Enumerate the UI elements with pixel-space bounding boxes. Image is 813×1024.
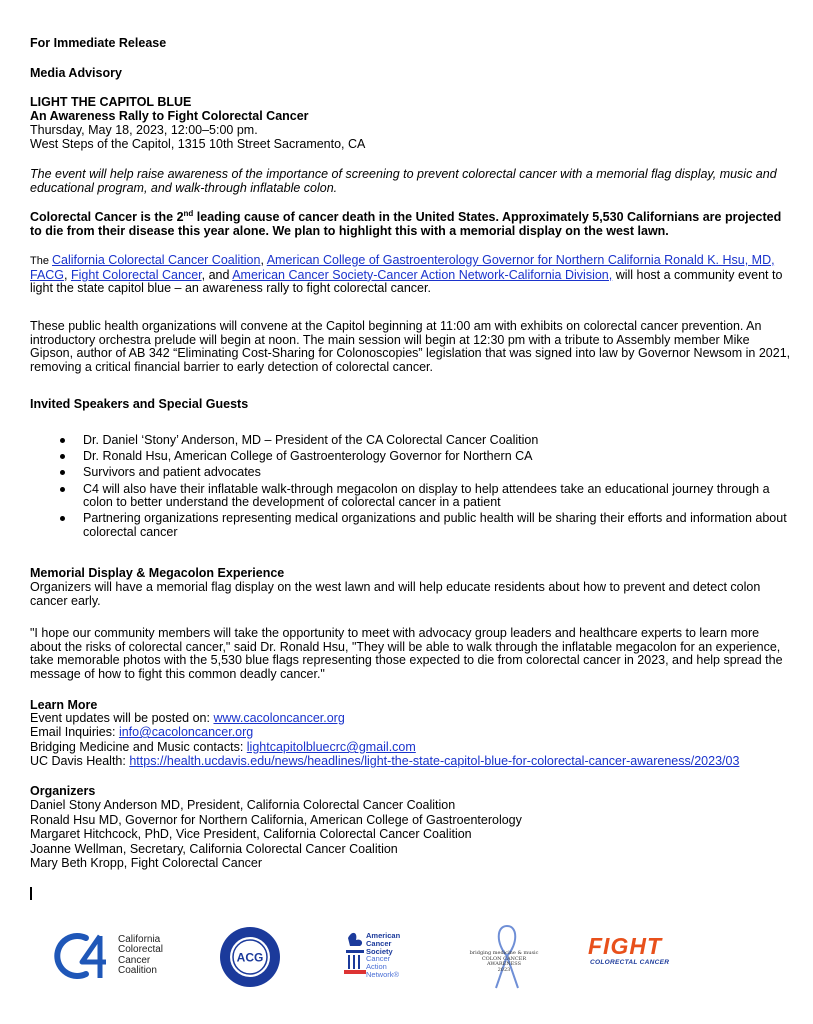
- list-item: Dr. Ronald Hsu, American College of Gastroenterology Governor for Northern CA: [30, 450, 792, 464]
- c4-logo-icon: [52, 930, 118, 982]
- acs-reg: ®: [393, 969, 400, 979]
- link-c4[interactable]: California Colorectal Cancer Coalition: [52, 253, 261, 267]
- events-line: [30, 712, 792, 726]
- acs-line: Cancer: [366, 938, 392, 948]
- c4-logo-text: [118, 935, 163, 977]
- memorial-heading: Memorial Display & Megacolon Experience: [30, 566, 285, 580]
- acs-can-logo-icon: [344, 928, 366, 978]
- link-bridging-email[interactable]: lightcapitolbluecrc@gmail.com: [246, 740, 416, 754]
- organizer-item: Joanne Wellman, Secretary, California Colorectal Cancer Coalition: [30, 842, 398, 856]
- link-email[interactable]: info@cacoloncancer.org: [118, 725, 254, 739]
- quote-paragraph: "I hope our community members will take the opportunity to meet with advocacy group leaders and healthcare experts to learn more about the risks of colorectal cancer," said Dr. Ronald Hsu, "They will be able to walk through the inflatable megacolon for an experience, take memorable photos with the 5,530 blue flags representing those expected to die from colorectal cancer in 2023, and help spread the message of how to fight this common deadly cancer.": [30, 626, 783, 681]
- host-paragraph: [30, 254, 792, 296]
- event-title: LIGHT THE CAPITOL BLUE: [30, 95, 192, 109]
- c4-line: Coalition: [118, 965, 157, 977]
- acs-line: Society: [366, 946, 393, 956]
- organizer-item: Daniel Stony Anderson MD, President, California Colorectal Cancer Coalition: [30, 798, 456, 812]
- acs-sub-line: Cancer: [366, 954, 391, 964]
- link-acs-can[interactable]: American Cancer Society-Cancer Action Network-California Division,: [232, 267, 613, 282]
- advisory-line: Media Advisory: [30, 66, 122, 80]
- acs-sub-line: [366, 971, 400, 979]
- stat-sup: nd: [183, 208, 194, 218]
- bm-line: bridging medicine & music: [469, 950, 539, 956]
- memorial-text: Organizers will have a memorial flag display on the west lawn and will help educate residents about how to prevent and detect colon cancer early.: [30, 580, 761, 608]
- organizer-item: Ronald Hsu MD, Governor for Northern California, American College of Gastroenterology: [30, 813, 522, 827]
- host-sep1: ,: [260, 253, 267, 267]
- event-subtitle: An Awareness Rally to Fight Colorectal Cancer: [30, 109, 309, 123]
- c4-line: Colorectal: [118, 944, 164, 956]
- list-item: C4 will also have their inflatable walk-through megacolon on display to help attendees take an educational journey through a colon to better understand the development of colorectal cancer in a patient: [30, 483, 792, 510]
- ucd-line: [30, 755, 792, 769]
- acs-network: Network: [366, 969, 394, 979]
- svg-text:ACG: ACG: [236, 950, 264, 965]
- list-item: Survivors and patient advocates: [30, 466, 792, 480]
- text-cursor: [30, 887, 32, 900]
- acs-can-text: [366, 932, 400, 979]
- ucd-label: UC Davis Health:: [30, 754, 130, 768]
- organizer-item: Mary Beth Kropp, Fight Colorectal Cancer: [30, 856, 263, 870]
- fight-crc-subtitle: COLORECTAL CANCER: [590, 959, 670, 966]
- host-sep3: , and: [201, 267, 233, 282]
- release-line: For Immediate Release: [30, 36, 167, 50]
- acs-line: American: [366, 931, 401, 940]
- link-website[interactable]: www.cacoloncancer.org: [213, 711, 345, 725]
- bm-line: 2023: [497, 966, 511, 973]
- stat-part2: leading cause of cancer death in the United States. Approximately 5,530 Californians are projected to die from their disease this year alone. We plan to highlight this with a memorial display on the west lawn.: [30, 210, 782, 238]
- events-label: Event updates will be posted on:: [30, 711, 214, 725]
- intro-paragraph: The event will help raise awareness of the importance of screening to prevent colorectal cancer with a memorial flag display, music and educational program, and walk-through inflatable colon.: [30, 167, 777, 195]
- fight-crc-logo: FIGHT: [588, 933, 662, 959]
- link-fight-crc[interactable]: Fight Colorectal Cancer: [71, 267, 202, 282]
- host-the: The: [30, 255, 53, 267]
- convene-paragraph: These public health organizations will convene at the Capitol beginning at 11:00 am with exhibits on colorectal cancer prevention. An introductory orchestra prelude will begin at noon. The main session will begin at 12:30 pm with a tribute to Assembly member Mike Gipson, author of AB 342 “Eliminating Cost-Sharing for Colonoscopies” legislation that was signed into law by Governor Newsom in 2021, removing a critical financial barrier to early detection of colorectal cancer.: [30, 319, 791, 374]
- acs-sub-line: Action: [366, 962, 387, 972]
- email-line: [30, 726, 792, 740]
- bridging-label: Bridging Medicine and Music contacts:: [30, 740, 247, 754]
- learn-more-heading: Learn More: [30, 698, 98, 712]
- organizers-heading: Organizers: [30, 784, 96, 798]
- stat-part1: Colorectal Cancer is the 2: [30, 210, 184, 224]
- speakers-heading: Invited Speakers and Special Guests: [30, 397, 249, 411]
- event-location: West Steps of the Capitol, 1315 10th Street Sacramento, CA: [30, 137, 366, 151]
- bridging-line: [30, 741, 792, 755]
- host-sep2: ,: [64, 267, 71, 282]
- c4-line: California: [118, 934, 161, 945]
- list-item: Partnering organizations representing medical organizations and public health will be sharing their efforts and information about colorectal cancer: [30, 512, 792, 539]
- link-ucdavis[interactable]: https://health.ucdavis.edu/news/headlines/light-the-state-capitol-blue-for-colorectal-cancer-awareness/2023/03: [129, 754, 740, 768]
- acg-seal-icon: [219, 926, 281, 988]
- speakers-list: [30, 434, 792, 542]
- stat-paragraph: [30, 208, 792, 238]
- list-item: Dr. Daniel ‘Stony’ Anderson, MD – President of the CA Colorectal Cancer Coalition: [30, 434, 792, 448]
- email-label: Email Inquiries:: [30, 725, 119, 739]
- link-acg-governor[interactable]: American College of Gastroenterology Governor for Northern California Ronald K. Hsu, MD, FACG: [30, 253, 775, 282]
- host-rest: will host a community event to light the state capitol blue – an awareness rally to fight colorectal cancer.: [30, 267, 783, 296]
- bridging-music-text: [464, 951, 544, 973]
- c4-line: Cancer: [118, 954, 151, 966]
- event-date: Thursday, May 18, 2023, 12:00–5:00 pm.: [30, 123, 258, 137]
- organizer-item: Margaret Hitchcock, PhD, Vice President, California Colorectal Cancer Coalition: [30, 827, 472, 841]
- bm-line: COLON CANCER AWARENESS: [481, 955, 527, 968]
